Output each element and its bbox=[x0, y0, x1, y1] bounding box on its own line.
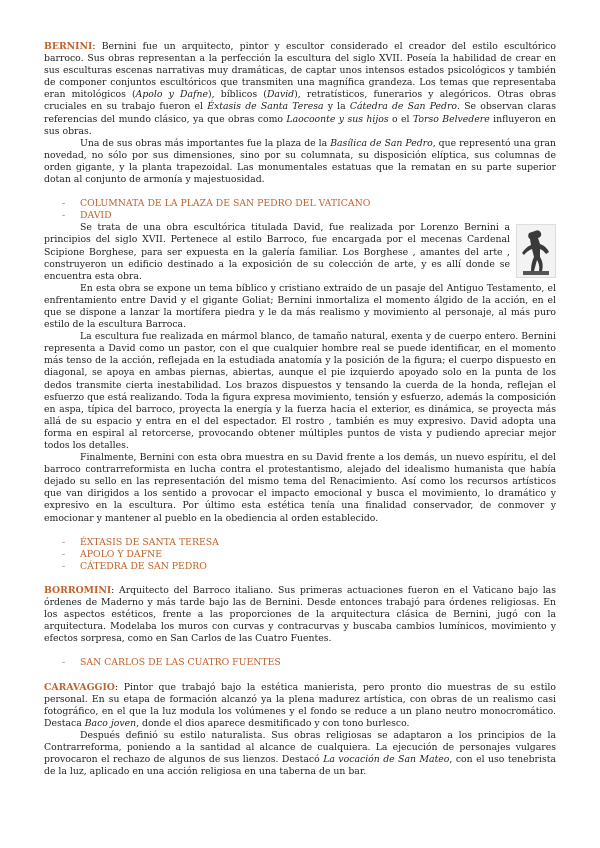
david-paragraph-4: Finalmente, Bernini con esta obra muestra en su David frente a los demás, un nuevo espíritu, el del barroco contrarreformista en lucha contra el protestantismo, alejado del idealismo humanista que había dejado su sello en las representación del mismo tema del Renacimiento. Así como los recursos artísticos que van dirigidos a los sentido a provocar el impacto emocional y busca el movimiento, lo dramático y expresivo en la escultura. Por último esta estética tenía una finalidad conservador, de conmover y emocionar y mantener al pueblo en la obediencia al orden establecido. bbox=[44, 452, 556, 524]
list-item: - COLUMNATA DE LA PLAZA DE SAN PEDRO DEL VATICANO bbox=[62, 198, 556, 210]
list-item: - CÁTEDRA DE SAN PEDRO bbox=[62, 561, 556, 573]
david-sculpture-icon bbox=[517, 225, 555, 277]
borromini-heading: BORROMINI bbox=[44, 584, 112, 596]
david-paragraph-3: La escultura fue realizada en mármol blanco, de tamaño natural, exenta y de cuerpo entero. Bernini representa a David como un pastor, con el que cualquier hombre real se puede identificar, en el momento más tenso de la acción, reflejada en la estudiada anatomía y la posición de la figura; el cuerpo dispuesto en diagonal, se apoya en ambas piernas, abiertas, aunque el pie izquierdo apoyado solo en la punta de los dedos transmite cierta inestabilidad. Los brazos dispuestos y tensando la cuerda de la honda, reflejan el esfuerzo que está realizando. Toda la figura expresa movimiento, tensión y esfuerzo, además la composición en aspa, típica del barroco, proyecta la energía y la fuerza hacia el exterior, es dinámica, se proyecta más allá de su espacio y entra en el del espectador. El rostro , también es muy expresivo. David adopta una forma en espiral al retorcerse, provocando obtener múltiples puntos de vista y pudiendo apreciar mejor todos los detalles. bbox=[44, 331, 556, 451]
bernini-intro: BERNINI: Bernini fue un arquitecto, pintor y escultor considerado el creador del estilo escultórico barroco. Sus obras representan a la perfección la escultura del siglo XVII. Poseía la habilidad de crear en sus esculturas escenas narrativas muy dramáticas, de captar unos intensos estados psicológicos y también de componer conjuntos escultóricos que transmiten una magnífica grandeza. Los temas que representaba eran mitológicos (Apolo y Dafne), bíblicos (David), retratísticos, funerarios y alegóricos. Otras obras cruciales en su trabajo fueron el Éxtasis de Santa Teresa y la Cátedra de San Pedro. Se observan claras referencias del mundo clásico, ya que obras como Laocoonte y sus hijos o el Torso Belvedere influyeron en sus obras. bbox=[44, 41, 556, 137]
document-body bbox=[44, 41, 556, 778]
bernini-other-works-list bbox=[44, 537, 556, 573]
list-item: - DAVID bbox=[62, 210, 556, 222]
list-item: - APOLO Y DAFNE bbox=[62, 549, 556, 561]
list-item: - SAN CARLOS DE LAS CUATRO FUENTES bbox=[62, 657, 556, 669]
bernini-plaza-paragraph: Una de sus obras más importantes fue la plaza de la Basílica de San Pedro, que representó una gran novedad, no sólo por sus dimensiones, sino por su columnata, su disposición elíptica, sus columnas de orden gigante, y la planta trapezoidal. Las monumentales estatuas que la rematan en su parte superior dotan al conjunto de armonía y majestuosidad. bbox=[44, 137, 556, 186]
david-paragraph-2: En esta obra se expone un tema bíblico y cristiano extraido de un pasaje del Antiguo Testamento, el enfrentamiento entre David y el gigante Goliat; Bernini inmortaliza el momento álgido de la acción, en el que se dispone a lanzar la mortífera piedra y le da más realismo y movimiento al personaje, al más puro estilo de la escultura Barroca. bbox=[44, 282, 556, 331]
bernini-heading: BERNINI bbox=[44, 41, 93, 52]
david-paragraph-1: Se trata de una obra escultórica titulada David, fue realizada por Lorenzo Bernini a principios del siglo XVII. Pertenece al estilo Barroco, fue encargada por el mecenas Cardenal Scipione Borghese, para ser expuesta en la galería familiar. Los Borghese , amantes del arte , construyeron un edificio destinado a la exposición de su colección de arte, y es allí donde se encuentra esta obra. bbox=[44, 222, 510, 282]
caravaggio-paragraph-2: Después definió su estilo naturalista. Sus obras religiosas se adaptaron a los principios de la Contrarreforma, poniendo a la santidad al alcance de cualquiera. La ejecución de personajes vulgares provocaron el rechazo de algunos de sus lienzos. Destacó La vocación de San Mateo, con el uso tenebrista de la luz, aplicado en una acción religiosa en una taberna de un bar. bbox=[44, 729, 556, 778]
caravaggio-paragraph-1: CARAVAGGIO: Pintor que trabajó bajo la estética manierista, pero pronto dio muestras de su estilo personal. En su etapa de formación alcanzó ya la plena madurez artística, con obras de un realismo casi fotográfico, en el que la luz modula los volúmenes y el fondo se reduce a un plano neutro monocromático. Destaca Baco joven, donde el dios aparece desmitificado y con tono burlesco. bbox=[44, 681, 556, 729]
list-item: - ÉXTASIS DE SANTA TERESA bbox=[62, 537, 556, 549]
borromini-paragraph: BORROMINI: Arquitecto del Barroco italiano. Sus primeras actuaciones fueron en el Vaticano bajo las órdenes de Maderno y más tarde bajo las de Bernini. Desde entonces trabajó para órdenes religiosas. En los aspectos estéticos, frente a las proporciones de la arquitectura clásica de Bernini, jugó con la arquitectura. Modelaba los muros con curvas y contracurvas y buscaba cambios lumínicos, movimiento y efectos sorpresa, como en San Carlos de las Cuatro Fuentes. bbox=[44, 584, 556, 645]
david-sculpture-image bbox=[516, 224, 556, 278]
caravaggio-heading: CARAVAGGIO bbox=[44, 681, 115, 693]
bernini-works-list bbox=[44, 198, 556, 222]
borromini-works-list bbox=[44, 657, 556, 669]
